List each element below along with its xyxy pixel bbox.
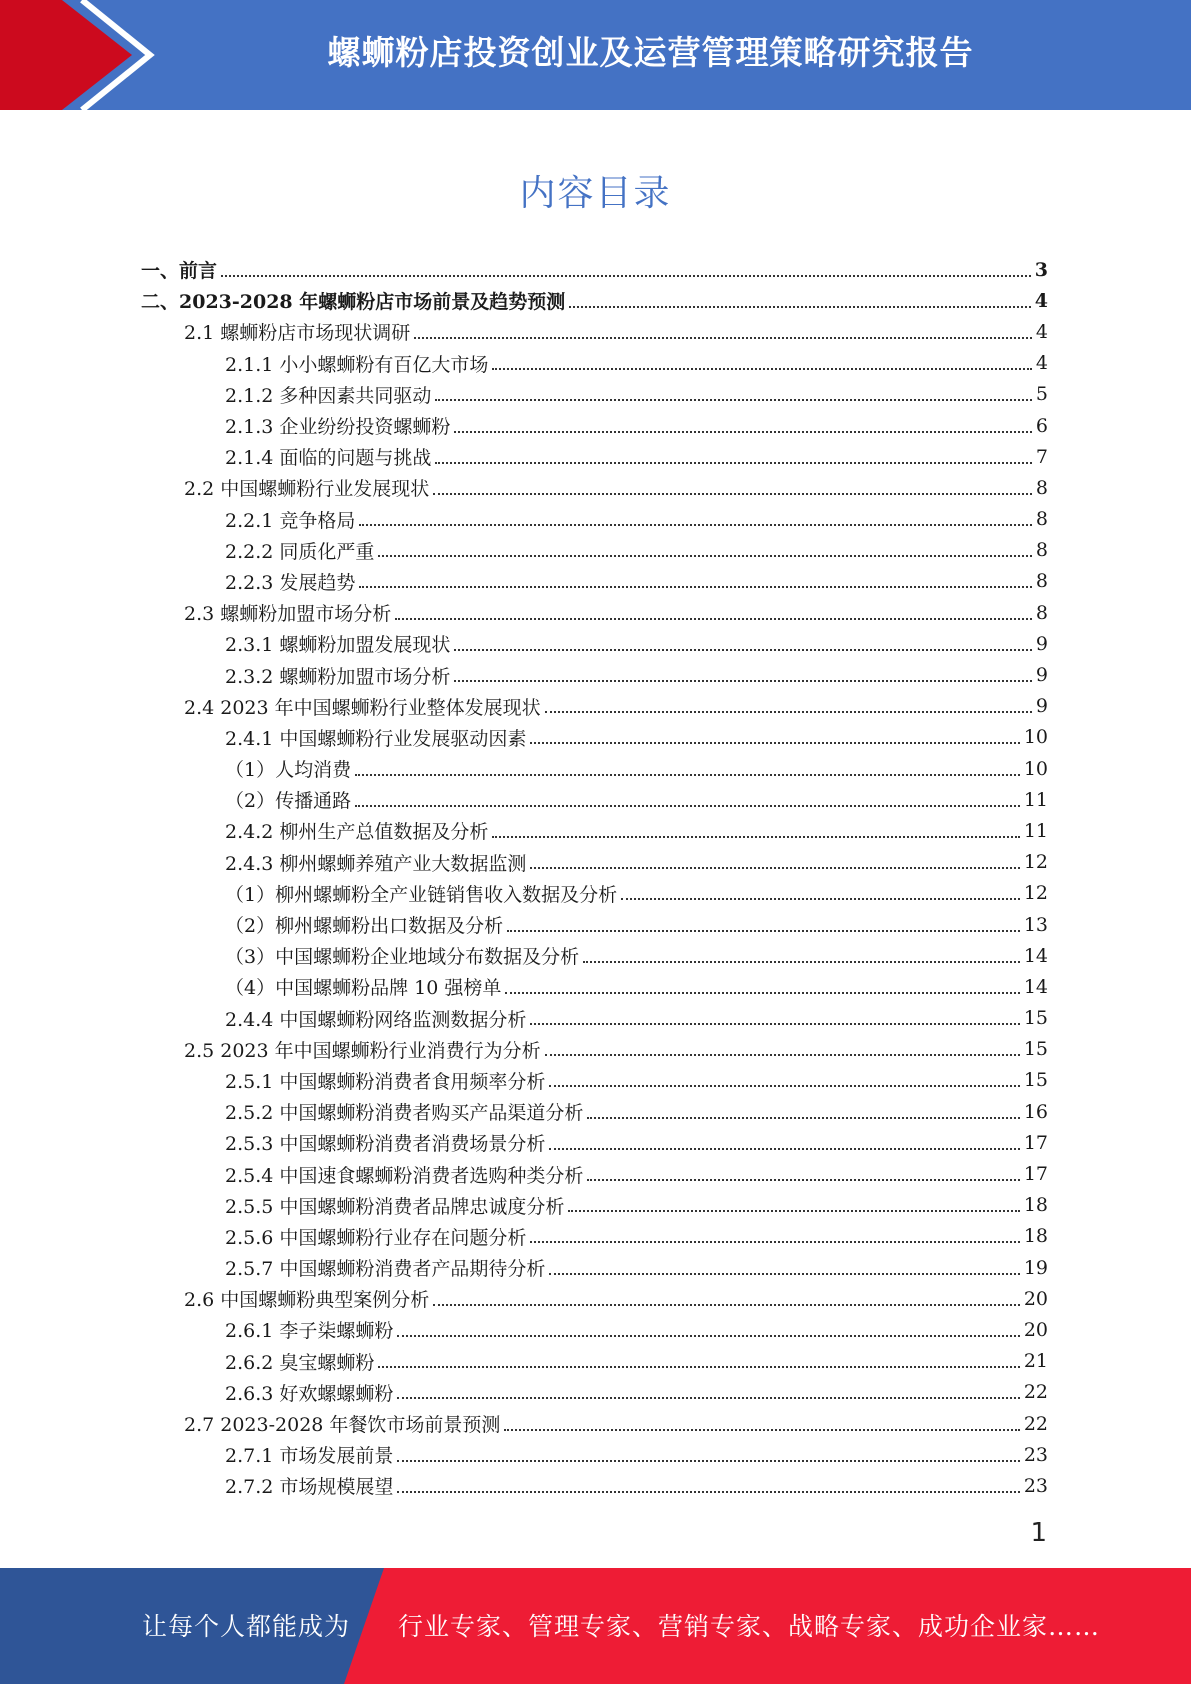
toc-entry[interactable] xyxy=(141,254,1048,285)
toc-entry-title: （2）传播通路 xyxy=(225,790,352,813)
toc-entry-page: 4 xyxy=(1035,320,1048,343)
toc-entry-title: 2.5.4 中国速食螺蛳粉消费者选购种类分析 xyxy=(225,1164,584,1187)
toc-entry-title: 2.3.2 螺蛳粉加盟市场分析 xyxy=(225,665,451,688)
toc-entry[interactable] xyxy=(141,316,1048,347)
toc-dot-leader xyxy=(621,898,1020,900)
toc-dot-leader xyxy=(492,836,1019,838)
toc-entry-title: 2.3 螺蛳粉加盟市场分析 xyxy=(184,603,392,626)
toc-entry-page: 20 xyxy=(1023,1287,1048,1310)
toc-dot-leader xyxy=(507,930,1020,932)
toc-dot-leader xyxy=(505,992,1019,994)
toc-entry[interactable] xyxy=(141,1408,1048,1439)
toc-entry[interactable] xyxy=(141,1221,1048,1252)
toc-entry[interactable] xyxy=(141,348,1048,379)
toc-entry[interactable] xyxy=(141,441,1048,472)
toc-entry[interactable] xyxy=(141,1190,1048,1221)
toc-entry-title: 2.5.1 中国螺蛳粉消费者食用频率分析 xyxy=(225,1070,546,1093)
toc-entry-title: 2.1.1 小小螺蛳粉有百亿大市场 xyxy=(225,353,489,376)
toc-dot-leader xyxy=(530,1023,1019,1025)
toc-entry[interactable] xyxy=(141,285,1048,316)
toc-entry-page: 8 xyxy=(1035,601,1048,624)
toc-dot-leader xyxy=(454,431,1032,433)
toc-entry-page: 10 xyxy=(1023,757,1048,780)
toc-entry-page: 15 xyxy=(1023,1007,1048,1030)
toc-entry[interactable] xyxy=(141,1065,1048,1096)
toc-entry-title: 2.4 2023 年中国螺蛳粉行业整体发展现状 xyxy=(184,696,541,719)
toc-entry-title: 2.4.3 柳州螺蛳养殖产业大数据监测 xyxy=(225,852,527,875)
toc-entry-page: 10 xyxy=(1023,726,1048,749)
toc-dot-leader xyxy=(221,275,1031,277)
toc-entry[interactable] xyxy=(141,878,1048,909)
toc-entry-page: 14 xyxy=(1023,975,1048,998)
toc-heading: 内容目录 xyxy=(519,173,672,214)
toc-entry-title: 2.2.1 竞争格局 xyxy=(225,509,356,532)
toc-entry[interactable] xyxy=(141,1314,1048,1345)
toc-entry-title: 2.5.3 中国螺蛳粉消费者消费场景分析 xyxy=(225,1133,546,1156)
toc-entry[interactable] xyxy=(141,1252,1048,1283)
toc-dot-leader xyxy=(397,1397,1019,1399)
toc-entry-title: 2.5 2023 年中国螺蛳粉行业消费行为分析 xyxy=(184,1039,541,1062)
toc-entry[interactable] xyxy=(141,566,1048,597)
toc-entry-title: 2.6 中国螺蛳粉典型案例分析 xyxy=(184,1289,430,1312)
toc-dot-leader xyxy=(378,1366,1019,1368)
toc-entry-page: 11 xyxy=(1023,788,1048,811)
toc-dot-leader xyxy=(530,742,1019,744)
toc-dot-leader xyxy=(545,1054,1020,1056)
toc-entry-page: 17 xyxy=(1023,1131,1048,1154)
toc-dot-leader xyxy=(433,1304,1020,1306)
toc-entry[interactable] xyxy=(141,1283,1048,1314)
toc-entry-page: 23 xyxy=(1023,1443,1048,1466)
page-number: 1 xyxy=(1030,1518,1047,1548)
toc-entry-page: 17 xyxy=(1023,1163,1048,1186)
toc-dot-leader xyxy=(435,399,1032,401)
toc-entry[interactable] xyxy=(141,659,1048,690)
header-banner xyxy=(0,0,1191,110)
toc-entry-page: 8 xyxy=(1035,508,1048,531)
toc-entry-title: 2.6.2 臭宝螺蛳粉 xyxy=(225,1351,375,1374)
toc-entry-title: 2.1.3 企业纷纷投资螺蛳粉 xyxy=(225,416,451,439)
toc-entry[interactable] xyxy=(141,628,1048,659)
toc-dot-leader xyxy=(587,1117,1019,1119)
toc-entry-page: 20 xyxy=(1023,1318,1048,1341)
toc-entry-title: 2.4.1 中国螺蛳粉行业发展驱动因素 xyxy=(225,727,527,750)
toc-entry-title: 二、2023-2028 年螺蛳粉店市场前景及趋势预测 xyxy=(141,291,566,314)
toc-entry-page: 23 xyxy=(1023,1474,1048,1497)
toc-dot-leader xyxy=(454,649,1032,651)
toc-entry-title: 2.1.2 多种因素共同驱动 xyxy=(225,384,432,407)
toc-entry[interactable] xyxy=(141,784,1048,815)
toc-entry[interactable] xyxy=(141,1377,1048,1408)
toc-dot-leader xyxy=(414,337,1032,339)
toc-dot-leader xyxy=(549,1085,1019,1087)
toc-entry[interactable] xyxy=(141,971,1048,1002)
toc-entry-page: 13 xyxy=(1023,913,1048,936)
toc-entry-title: 2.7.2 市场规模展望 xyxy=(225,1476,394,1499)
toc-entry[interactable] xyxy=(141,1158,1048,1189)
toc-dot-leader xyxy=(549,1148,1019,1150)
toc-dot-leader xyxy=(530,1241,1019,1243)
toc-dot-leader xyxy=(530,867,1019,869)
toc-dot-leader xyxy=(355,774,1020,776)
toc-entry-title: （4）中国螺蛳粉品牌 10 强榜单 xyxy=(225,977,502,1000)
toc-entry-page: 22 xyxy=(1023,1412,1048,1435)
toc-entry[interactable] xyxy=(141,815,1048,846)
toc-entry-page: 22 xyxy=(1023,1381,1048,1404)
toc-entry-page: 12 xyxy=(1023,882,1048,905)
toc-dot-leader xyxy=(549,1273,1019,1275)
toc-dot-leader xyxy=(397,1460,1019,1462)
toc-dot-leader xyxy=(492,368,1032,370)
toc-entry-page: 6 xyxy=(1035,414,1048,437)
toc-entry-page: 11 xyxy=(1023,819,1048,842)
toc-entry-title: （1）柳州螺蛳粉全产业链销售收入数据及分析 xyxy=(225,883,618,906)
toc-entry-title: 2.5.6 中国螺蛳粉行业存在问题分析 xyxy=(225,1226,527,1249)
toc-entry-title: 2.5.5 中国螺蛳粉消费者品牌忠诚度分析 xyxy=(225,1195,565,1218)
toc-entry[interactable] xyxy=(141,1003,1048,1034)
toc-dot-leader xyxy=(359,586,1032,588)
toc-entry-page: 7 xyxy=(1035,445,1048,468)
toc-entry[interactable] xyxy=(141,410,1048,441)
toc-dot-leader xyxy=(568,1210,1019,1212)
toc-entry-page: 4 xyxy=(1034,289,1048,312)
toc-entry-title: （3）中国螺蛳粉企业地域分布数据及分析 xyxy=(225,946,580,969)
toc-dot-leader xyxy=(435,462,1032,464)
toc-entry-title: 2.4.4 中国螺蛳粉网络监测数据分析 xyxy=(225,1008,527,1031)
toc-entry[interactable] xyxy=(141,504,1048,535)
toc-entry[interactable] xyxy=(141,1034,1048,1065)
toc-entry-page: 8 xyxy=(1035,539,1048,562)
toc-entry-page: 3 xyxy=(1034,258,1048,281)
toc-entry[interactable] xyxy=(141,379,1048,410)
toc-entry-page: 9 xyxy=(1035,664,1048,687)
toc-entry-title: 2.2.3 发展趋势 xyxy=(225,571,356,594)
toc-entry-page: 18 xyxy=(1023,1194,1048,1217)
toc-dot-leader xyxy=(378,555,1032,557)
toc-entry[interactable] xyxy=(141,1096,1048,1127)
toc-dot-leader xyxy=(545,711,1032,713)
toc-entry-title: （1）人均消费 xyxy=(225,759,352,782)
toc-entry-title: 2.6.1 李子柒螺蛳粉 xyxy=(225,1320,394,1343)
toc-entry-title: 2.6.3 好欢螺螺蛳粉 xyxy=(225,1382,394,1405)
toc-dot-leader xyxy=(583,961,1020,963)
toc-entry[interactable] xyxy=(141,1470,1048,1501)
toc-dot-leader xyxy=(359,524,1032,526)
toc-dot-leader xyxy=(433,493,1032,495)
toc-entry[interactable] xyxy=(141,940,1048,971)
toc-entry-page: 9 xyxy=(1035,695,1048,718)
toc-dot-leader xyxy=(454,680,1032,682)
toc-entry[interactable] xyxy=(141,691,1048,722)
toc-entry-title: 2.3.1 螺蛳粉加盟发展现状 xyxy=(225,634,451,657)
toc-entry-page: 12 xyxy=(1023,851,1048,874)
toc-entry-title: 2.7.1 市场发展前景 xyxy=(225,1445,394,1468)
toc-entry-page: 9 xyxy=(1035,632,1048,655)
toc-dot-leader xyxy=(395,618,1032,620)
toc-entry[interactable] xyxy=(141,597,1048,628)
toc-entry[interactable] xyxy=(141,753,1048,784)
toc-entry[interactable] xyxy=(141,847,1048,878)
toc-entry-title: 2.5.7 中国螺蛳粉消费者产品期待分析 xyxy=(225,1258,546,1281)
toc-entry-title: 2.1 螺蛳粉店市场现状调研 xyxy=(184,322,411,345)
toc-entry-title: （2）柳州螺蛳粉出口数据及分析 xyxy=(225,915,504,938)
toc-entry-page: 16 xyxy=(1023,1100,1048,1123)
toc-entry-page: 21 xyxy=(1023,1350,1048,1373)
toc-entry[interactable] xyxy=(141,1439,1048,1470)
toc-dot-leader xyxy=(504,1429,1019,1431)
footer-banner xyxy=(0,1568,1191,1684)
toc-entry-page: 8 xyxy=(1035,476,1048,499)
toc-entry[interactable] xyxy=(141,722,1048,753)
toc-entry-page: 5 xyxy=(1035,383,1048,406)
table-of-contents xyxy=(141,254,1048,1502)
toc-dot-leader xyxy=(587,1179,1019,1181)
toc-entry-title: 一、前言 xyxy=(141,260,218,283)
toc-entry-title: 2.2 中国螺蛳粉行业发展现状 xyxy=(184,478,430,501)
toc-entry-title: 2.5.2 中国螺蛳粉消费者购买产品渠道分析 xyxy=(225,1102,584,1125)
footer-slogan-left: 让每个人都能成为 xyxy=(142,1612,351,1641)
toc-entry-page: 15 xyxy=(1023,1038,1048,1061)
toc-dot-leader xyxy=(355,805,1020,807)
toc-entry[interactable] xyxy=(141,909,1048,940)
toc-dot-leader xyxy=(397,1335,1019,1337)
toc-entry-title: 2.4.2 柳州生产总值数据及分析 xyxy=(225,821,489,844)
toc-entry[interactable] xyxy=(141,1127,1048,1158)
toc-entry-page: 8 xyxy=(1035,570,1048,593)
toc-entry-title: 2.1.4 面临的问题与挑战 xyxy=(225,447,432,470)
toc-entry-title: 2.2.2 同质化严重 xyxy=(225,540,375,563)
toc-dot-leader xyxy=(397,1491,1019,1493)
toc-entry[interactable] xyxy=(141,472,1048,503)
toc-entry[interactable] xyxy=(141,535,1048,566)
toc-entry-page: 4 xyxy=(1035,352,1048,375)
footer-slogan-right: 行业专家、管理专家、营销专家、战略专家、成功企业家…… xyxy=(398,1612,1101,1641)
toc-entry-page: 14 xyxy=(1023,944,1048,967)
report-title: 螺蛳粉店投资创业及运营管理策略研究报告 xyxy=(327,33,974,72)
toc-entry-title: 2.7 2023-2028 年餐饮市场前景预测 xyxy=(184,1414,501,1437)
toc-entry[interactable] xyxy=(141,1346,1048,1377)
toc-entry-page: 15 xyxy=(1023,1069,1048,1092)
toc-dot-leader xyxy=(569,306,1031,308)
toc-entry-page: 19 xyxy=(1023,1256,1048,1279)
toc-entry-page: 18 xyxy=(1023,1225,1048,1248)
